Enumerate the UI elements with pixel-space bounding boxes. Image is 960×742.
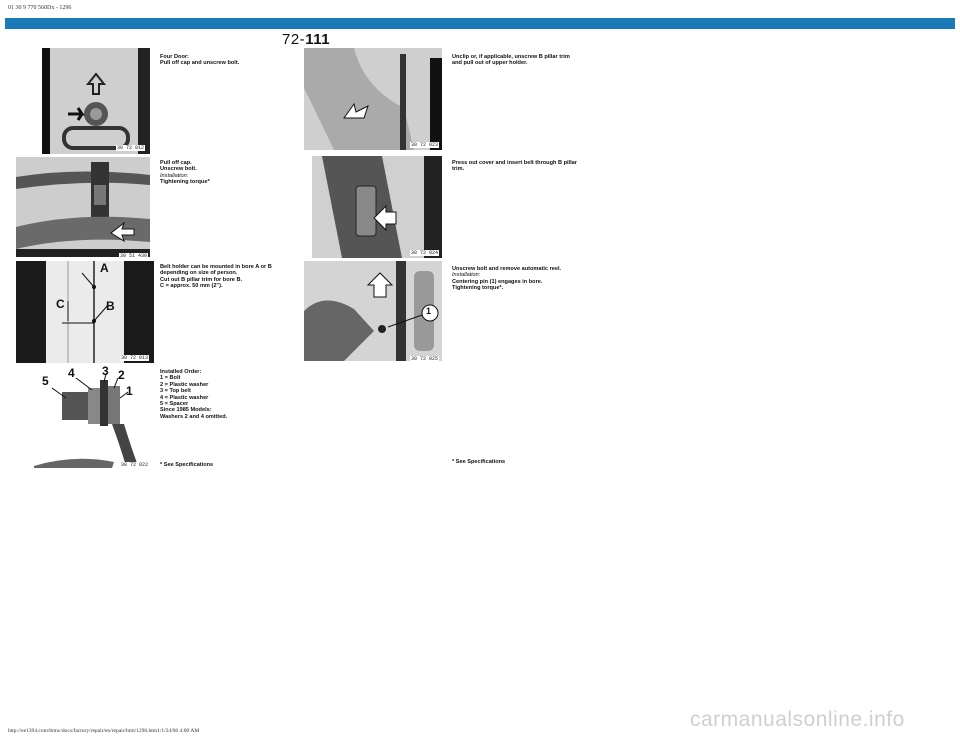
label-5-spacer: 5 (42, 374, 49, 388)
step-unclip-trim-text: Unclip or, if applicable, unscrew B pillar trim and pull out of upper holder. (452, 54, 570, 67)
label-bore-a: A (100, 261, 109, 275)
figure-number: 30 72 025 (411, 356, 439, 362)
page-number (282, 31, 330, 48)
step-belt-holder-text: Belt holder can be mounted in bore A or B depending on size of person. Cut out B pillar trim for bore B. C = approx. 50 mm (2"). (160, 264, 272, 290)
label-centering-pin-1: 1 (426, 306, 432, 316)
photo-belt-holder-bores (16, 261, 154, 363)
step-four-door-text: Four Door: Pull off cap and unscrew bolt. (160, 54, 240, 67)
document-ref: 01 30 9 770 560Dx - 1296 (8, 5, 72, 11)
label-3-belt: 3 (102, 366, 109, 378)
step-installed-order-text: Installed Order: 1 = Bolt 2 = Plastic washer 3 = Top belt 4 = Plastic washer 5 = Spacer Since 1985 Models: Washers 2 and 4 omitted. (160, 369, 228, 420)
label-dimension-c: C (56, 297, 65, 311)
page-number-prefix: 72- (282, 31, 306, 48)
label-2-washer: 2 (118, 368, 125, 382)
page-number-main: 111 (305, 31, 331, 48)
watermark: carmanualsonline.info (690, 708, 905, 731)
step-remove-reel-text: Unscrew bolt and remove automatic reel. Installation: Centering pin (1) engages in bore. Tightening torque*. (452, 266, 562, 292)
step-press-cover-text: Press out cover and insert belt through B pillar trim. (452, 160, 577, 173)
label-bore-b: B (106, 299, 115, 313)
photo-pull-off-cap (16, 157, 150, 257)
photo-automatic-reel (304, 261, 442, 361)
figure-number: 30 72 024 (411, 250, 439, 256)
figure-number: 30 72 023 (411, 142, 439, 148)
photo-b-pillar-trim (304, 48, 442, 150)
footer-url: http://ee1394.com/bmw/docs/factory/repair/en/repair/htm/1296.htm1/1/24/06 4:00 AM (8, 728, 200, 734)
figure-number: 30 72 022 (121, 462, 149, 468)
step-pull-cap-text: Pull off cap. Unscrew bolt. Installation: Tightening torque* (160, 160, 210, 186)
photo-installed-order (34, 366, 156, 468)
figure-number: 30 72 013 (121, 355, 149, 361)
photo-insert-belt (312, 156, 442, 258)
photo-four-door-cap (42, 48, 150, 154)
right-footnote: * See Specifications (452, 459, 506, 465)
figure-number: 30 72 012 (117, 145, 145, 151)
figure-number: 30 51 430 (120, 253, 148, 259)
header-bar (5, 18, 955, 29)
label-1-bolt: 1 (126, 384, 133, 398)
label-4-washer: 4 (68, 366, 75, 380)
left-footnote: * See Specifications (160, 462, 214, 468)
